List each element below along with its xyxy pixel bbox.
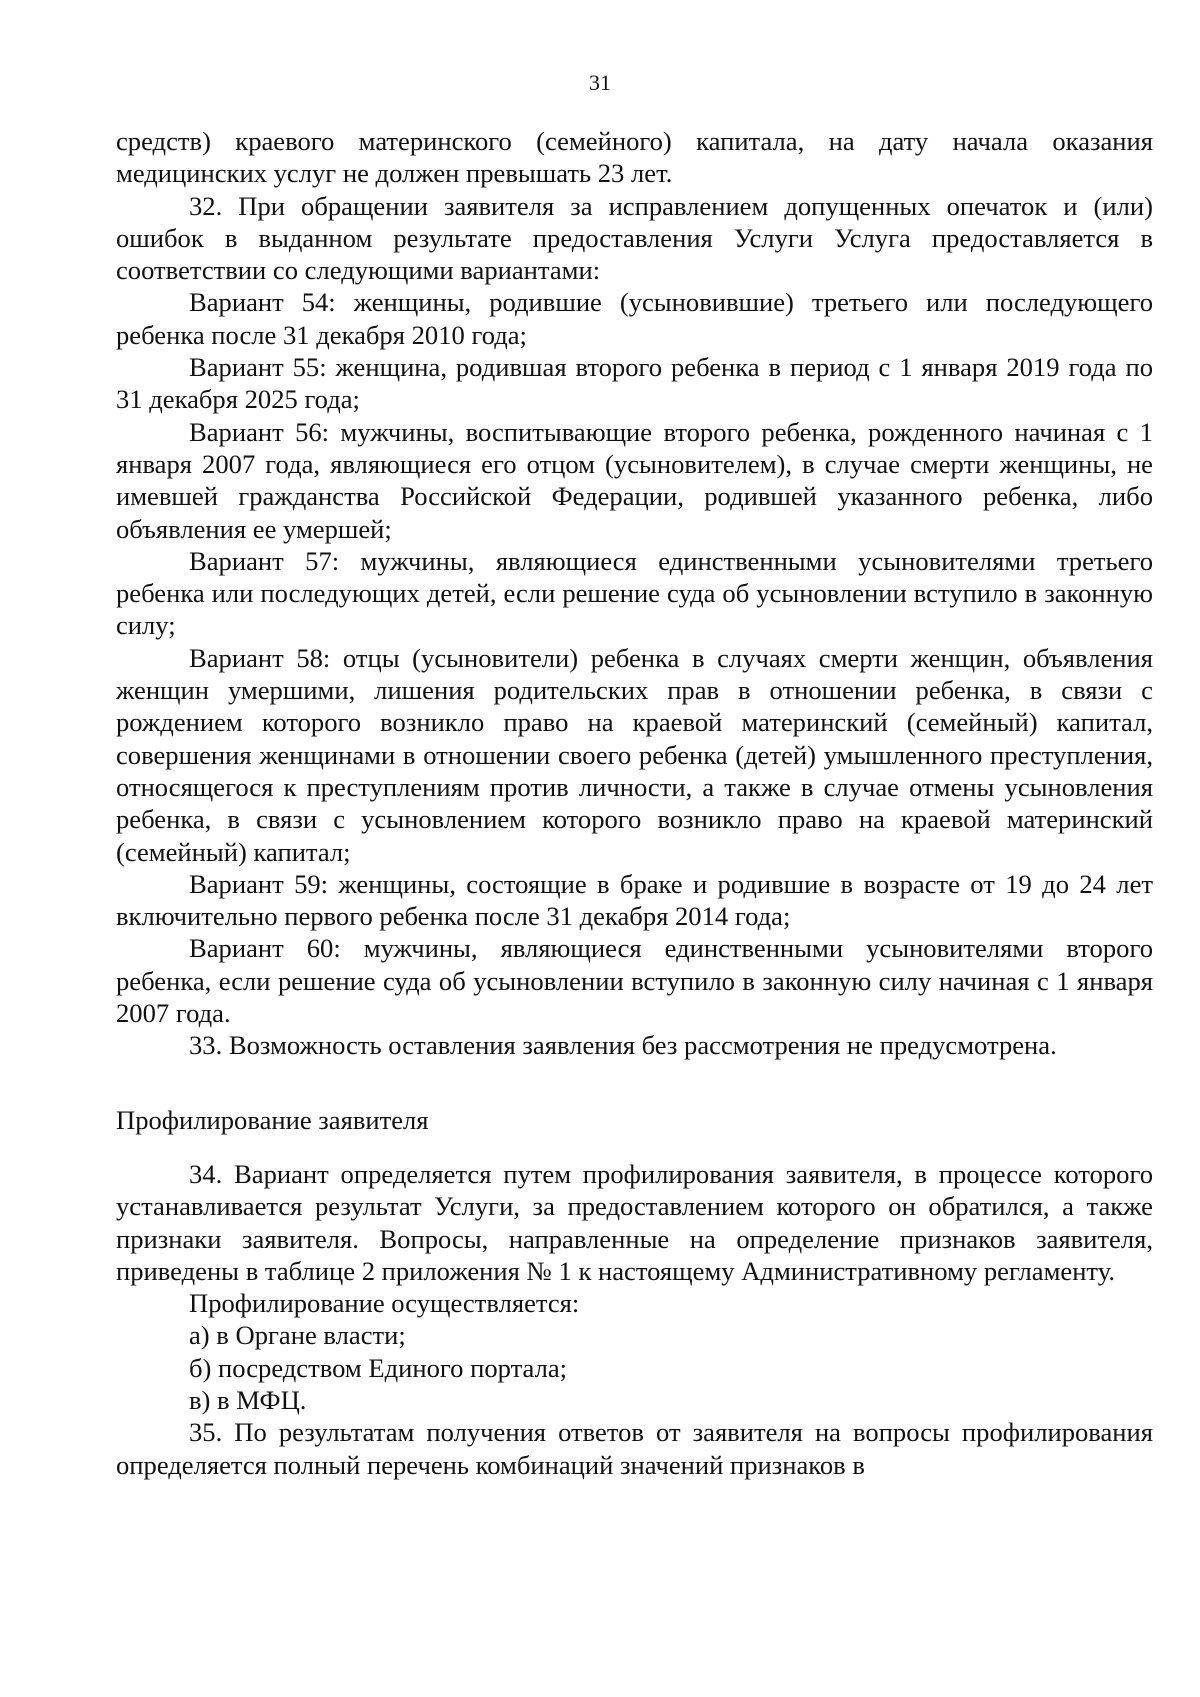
list-item-b: б) посредством Единого портала;: [189, 1352, 568, 1383]
section-heading: Профилирование заявителя: [116, 1104, 429, 1135]
paragraph-34: 34. Вариант определяется путем профилирования заявителя, в процессе которого устанавливается результат Услуги, за предоставлением которого он обратился, а также признаки заявителя. Вопросы, направленные на определение признаков заявителя, приведены в таблице 2 приложения № 1 к настоящему Административному регламенту.: [116, 1158, 1153, 1286]
document-body: [116, 125, 1153, 1481]
paragraph-35: 35. По результатам получения ответов от заявителя на вопросы профилирования определяется полный перечень комбинаций значений признаков в: [116, 1417, 1153, 1480]
paragraph-variant-58: Вариант 58: отцы (усыновители) ребенка в случаях смерти женщин, объявления женщин умершими, лишения родительских прав в отношении ребенка, в связи с рождением которого возникло право на краевой материнский (семейный) капитал, совершения женщинами в отношении своего ребенка (детей) умышленного преступления, относящегося к преступлениям против личности, а также в случае отмены усыновления ребенка, в связи с усыновлением которого возникло право на краевой материнский (семейный) капитал;: [116, 642, 1153, 867]
paragraph-continuation: средств) краевого материнского (семейного) капитала, на дату начала оказания медицинских услуг не должен превышать 23 лет.: [116, 126, 1153, 189]
paragraph-variant-55: Вариант 55: женщина, родившая второго ребенка в период с 1 января 2019 года по 31 декабря 2025 года;: [116, 352, 1153, 415]
paragraph-33: 33. Возможность оставления заявления без рассмотрения не предусмотрена.: [189, 1030, 1057, 1061]
paragraph-variant-57: Вариант 57: мужчины, являющиеся единственными усыновителями третьего ребенка или последующих детей, если решение суда об усыновлении вступило в законную силу;: [116, 545, 1153, 641]
paragraph-variant-60: Вариант 60: мужчины, являющиеся единственными усыновителями второго ребенка, если решение суда об усыновлении вступило в законную силу начиная с 1 января 2007 года.: [116, 933, 1153, 1029]
paragraph-variant-54: Вариант 54: женщины, родившие (усыновившие) третьего или последующего ребенка после 31 декабря 2010 года;: [116, 287, 1153, 350]
paragraph-32: 32. При обращении заявителя за исправлением допущенных опечаток и (или) ошибок в выданном результате предоставления Услуги Услуга предоставляется в соответствии со следующими вариантами:: [116, 190, 1153, 286]
list-item-a: а) в Органе власти;: [189, 1320, 406, 1351]
paragraph-variant-59: Вариант 59: женщины, состоящие в браке и родившие в возрасте от 19 до 24 лет включительно первого ребенка после 31 декабря 2014 года;: [116, 868, 1153, 932]
paragraph-variant-56: Вариант 56: мужчины, воспитывающие второго ребенка, рожденного начиная с 1 января 2007 года, являющиеся его отцом (усыновителем), в случае смерти женщины, не имевшей гражданства Российской Федерации, родившей указанного ребенка, либо объявления ее умершей;: [116, 416, 1153, 544]
page-number: 31: [589, 70, 611, 95]
list-item-c: в) в МФЦ.: [189, 1384, 307, 1415]
paragraph-profiling-intro: Профилирование осуществляется:: [189, 1288, 580, 1319]
